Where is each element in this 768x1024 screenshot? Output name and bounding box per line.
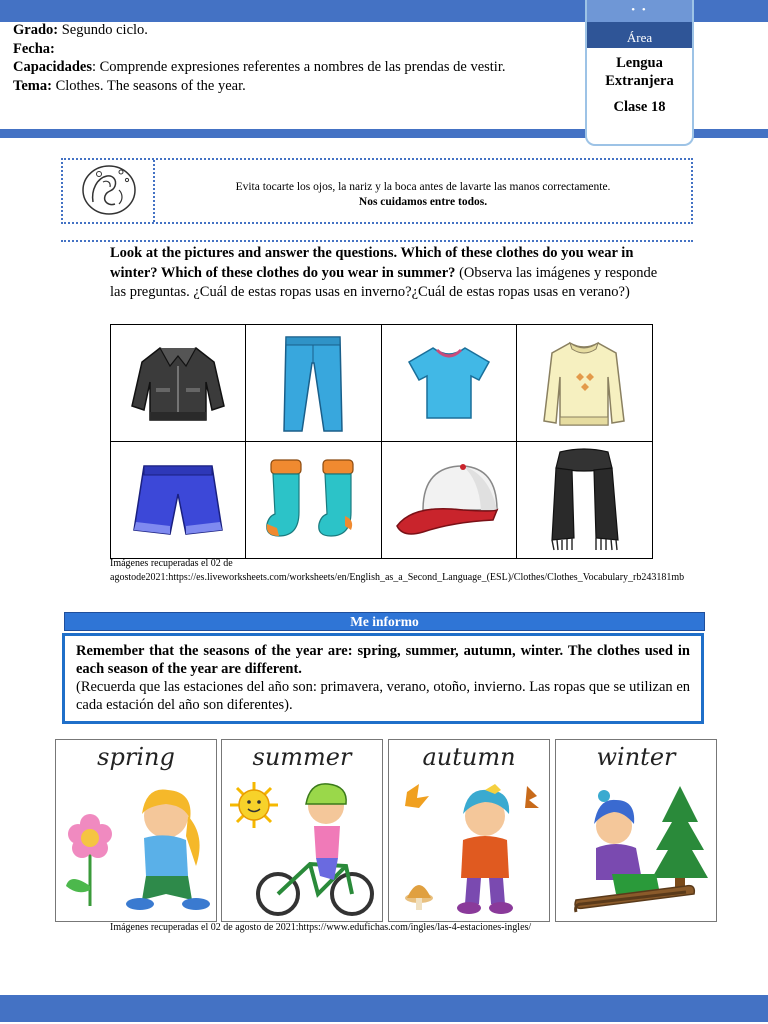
notice-line-2: Nos cuidamos entre todos. xyxy=(358,196,488,208)
me-informo-bold: Remember that the seasons of the year are: spring, summer, autumn, winter. The clothes used in each season of the year are different. xyxy=(76,643,690,677)
class-number: Clase 18 xyxy=(613,99,666,115)
area-title: Área xyxy=(587,22,692,48)
shorts-icon xyxy=(130,460,226,540)
area-subject: Lengua Extranjera xyxy=(605,55,674,89)
season-card-autumn xyxy=(388,739,550,922)
seasons-image-credit: Imágenes recuperadas el 02 de agosto de 2021:https://www.edufichas.com/ingles/las-4-estaciones-ingles/ xyxy=(110,922,532,933)
grado-line: Grado: Segundo ciclo. xyxy=(13,22,148,38)
tema-line: Tema: Clothes. The seasons of the year. xyxy=(13,77,246,94)
me-informo-translation: (Recuerda que las estaciones del año son: primavera, verano, otoño, invierno. Las ropas que se utilizan en cada estación del año son diferentes). xyxy=(76,679,690,713)
season-label: spring xyxy=(97,743,175,771)
fecha-line: Fecha: xyxy=(13,40,55,57)
dotted-divider xyxy=(61,240,693,242)
scarf-icon xyxy=(544,448,624,552)
season-card-winter xyxy=(555,739,717,922)
handwashing-icon xyxy=(63,160,151,220)
season-label: summer xyxy=(252,743,352,771)
hygiene-notice xyxy=(61,158,693,224)
clothes-cell-scarf xyxy=(517,442,652,559)
bottom-bar xyxy=(0,995,768,1022)
season-card-spring xyxy=(55,739,217,922)
spring-girl-flower-icon xyxy=(56,776,216,920)
clothes-cell-sweater xyxy=(517,325,652,442)
jacket-icon xyxy=(130,342,226,424)
handwashing-logo xyxy=(63,160,155,222)
jeans-icon xyxy=(278,333,348,433)
autumn-boy-leaves-icon xyxy=(389,776,549,920)
capacidades-line: Capacidades: Comprende expresiones referentes a nombres de las prendas de vestir. xyxy=(13,59,506,75)
header-info xyxy=(13,21,505,95)
sweater-icon xyxy=(540,337,628,429)
clothes-cell-cap xyxy=(382,442,517,559)
clothes-grid xyxy=(110,324,653,559)
notice-line-1: Evita tocarte los ojos, la nariz y la boca antes de lavarte las manos correctamente. xyxy=(235,181,611,193)
summer-boy-bicycle-icon xyxy=(222,776,382,920)
area-box xyxy=(585,0,694,146)
season-label: winter xyxy=(596,743,676,771)
season-card-summer xyxy=(221,739,383,922)
notice-text xyxy=(155,180,691,210)
clothes-cell-socks xyxy=(246,442,381,559)
clothes-cell-tshirt xyxy=(382,325,517,442)
clothes-cell-shorts xyxy=(111,442,246,559)
me-informo-box xyxy=(62,633,704,724)
area-dots: • • xyxy=(587,0,692,22)
clothes-cell-jacket xyxy=(111,325,246,442)
socks-icon xyxy=(261,456,365,544)
cap-icon xyxy=(393,460,505,540)
me-informo-header: Me informo xyxy=(64,612,705,631)
clothes-image-credit: Imágenes recuperadas el 02 de agostode2021:https://es.liveworksheets.com/worksheets/en/English_as_a_Second_Language_(ESL)/Clothes/Clothes_Vocabulary_rb243181mb xyxy=(110,558,685,583)
season-label: autumn xyxy=(422,743,516,771)
instruction-text: Look at the pictures and answer the questions. Which of these clothes do you wear in winter? Which of these clothes do you wear in summer? (Observa las imágenes y responde las preguntas. ¿Cuál de estas ropas usas en inverno?¿Cuál de estas ropas usas en verano?) xyxy=(110,245,658,300)
winter-boy-sled-icon xyxy=(556,776,716,920)
tshirt-icon xyxy=(405,344,493,422)
clothes-cell-jeans xyxy=(246,325,381,442)
